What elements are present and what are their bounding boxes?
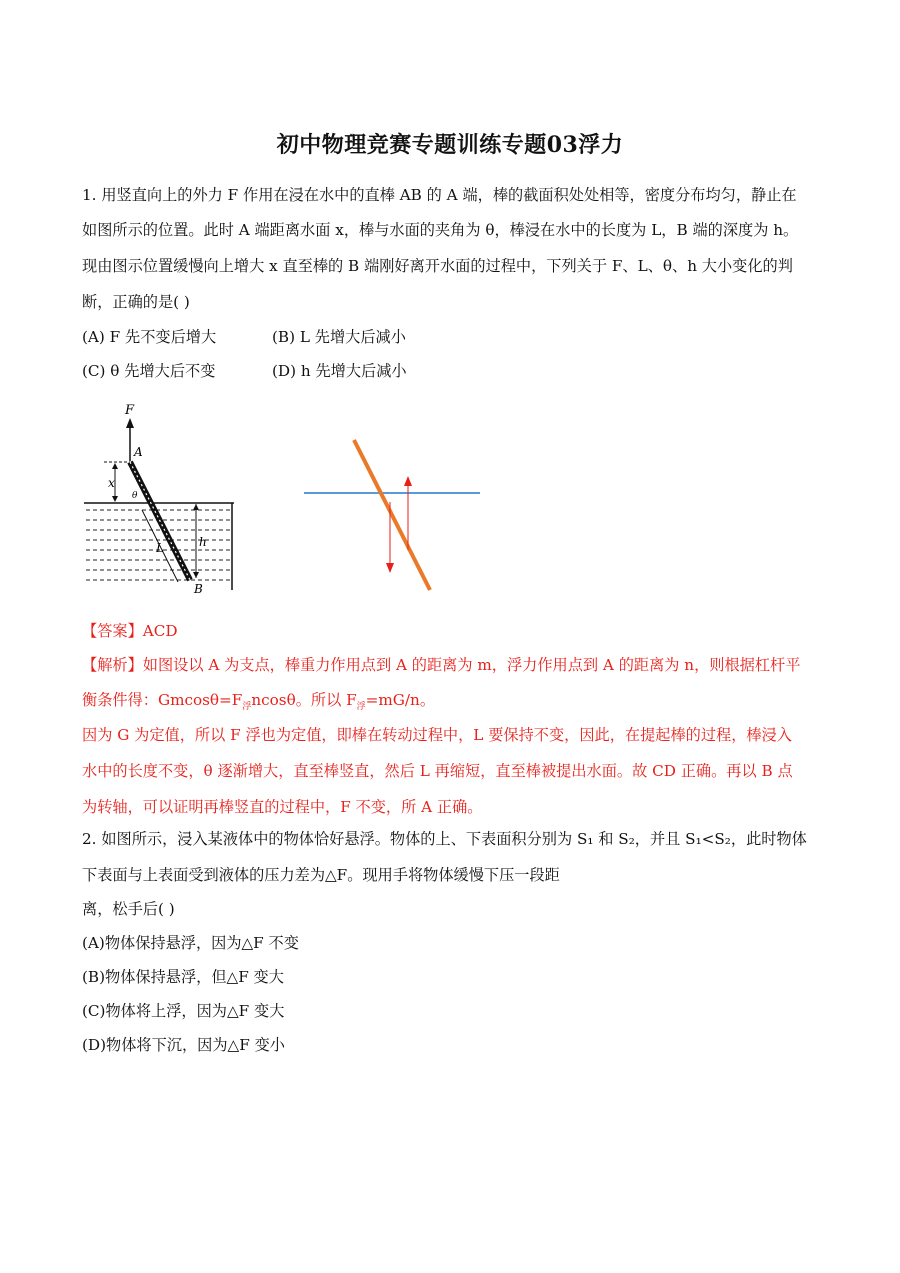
q1-option-a-text: (A) F 先不变后增大 [82, 328, 217, 346]
answer-value: ACD [142, 622, 178, 640]
analysis-sub-2: 浮 [356, 702, 366, 713]
label-b: B [194, 582, 203, 596]
buoyancy-arrow-icon [404, 476, 412, 486]
h-arrow-down [193, 572, 199, 578]
x-arrow-up [112, 463, 118, 469]
rod-force-figure [298, 432, 488, 602]
q1-option-d: (D) h 先增大后减小 [272, 362, 407, 380]
analysis-line-4: 水中的长度不变，θ 逐渐增大，直至棒竖直，然后 L 再缩短，直至棒被提出水面。故 CD 正确。再以 B 点 [82, 762, 793, 780]
h-arrow-up [193, 504, 199, 510]
answer-label: 【答案】 [82, 622, 143, 640]
q2-line-2: 下表面与上表面受到液体的压力差为△F。现用手将物体缓慢下压一段距 [82, 866, 560, 884]
analysis-sub-1: 浮 [242, 702, 252, 713]
q1-line-3: 现由图示位置缓慢向上增大 x 直至棒的 B 端刚好离开水面的过程中，下列关于 F、L、θ、h 大小变化的判 [82, 257, 793, 275]
answer-1 [82, 620, 178, 641]
q2-line-1: 2. 如图所示，浸入某液体中的物体恰好悬浮。物体的上、下表面积分别为 S₁ 和 S₂，并且 S₁<S₂，此时物体 [82, 830, 807, 848]
force-arrow-icon [126, 418, 134, 428]
q1-line-1: 1. 用竖直向上的外力 F 作用在浸在水中的直棒 AB 的 A 端，棒的截面积处处相等，密度分布均匀，静止在 [82, 186, 797, 204]
analysis-text-1: 如图设以 A 为支点，棒重力作用点到 A 的距离为 m，浮力作用点到 A 的距离为 n，则根据杠杆平 [142, 656, 801, 674]
analysis-text-2b: ncosθ。所以 F [251, 691, 357, 709]
analysis-line-3: 因为 G 为定值，所以 F 浮也为定值，即棒在转动过程中，L 要保持不变，因此，在提起棒的过程，棒浸入 [82, 726, 792, 744]
label-a: A [134, 445, 143, 459]
q1-option-c-text: (C) θ 先增大后不变 [82, 362, 216, 380]
analysis-text-2c: =mG/n。 [365, 691, 436, 709]
analysis-line-2 [82, 689, 435, 712]
x-arrow-down [112, 496, 118, 502]
label-l: L [156, 541, 164, 555]
analysis-line-1 [82, 654, 800, 675]
q2-option-c: (C)物体将上浮，因为△F 变大 [82, 1002, 285, 1020]
q2-option-a: (A)物体保持悬浮，因为△F 不变 [82, 934, 299, 952]
page-title: 初中物理竞赛专题训练专题03浮力 [276, 132, 624, 158]
label-f: F [125, 403, 135, 418]
gravity-arrow-icon [386, 563, 394, 573]
analysis-text-2a: 衡条件得：Gmcosθ=F [82, 691, 243, 709]
q1-line-2: 如图所示的位置。此时 A 端距离水面 x，棒与水面的夹角为 θ，棒浸在水中的长度为 L，B 端的深度为 h。 [82, 221, 799, 239]
q2-option-b: (B)物体保持悬浮，但△F 变大 [82, 968, 284, 986]
label-theta: θ [132, 491, 138, 501]
label-x: x [108, 476, 115, 490]
label-h: h [199, 535, 207, 549]
analysis-label: 【解析】 [82, 656, 143, 674]
q1-option-c [82, 360, 407, 381]
q1-option-a [82, 326, 406, 347]
q1-option-b: (B) L 先增大后减小 [272, 328, 406, 346]
analysis-line-5: 为转轴，可以证明再棒竖直的过程中，F 不变，所 A 正确。 [82, 798, 483, 816]
q2-line-3: 离，松手后( ) [82, 900, 175, 918]
q1-line-4: 断，正确的是( ) [82, 293, 190, 311]
rod-in-water-figure [82, 398, 242, 598]
q2-option-d: (D)物体将下沉，因为△F 变小 [82, 1036, 285, 1054]
